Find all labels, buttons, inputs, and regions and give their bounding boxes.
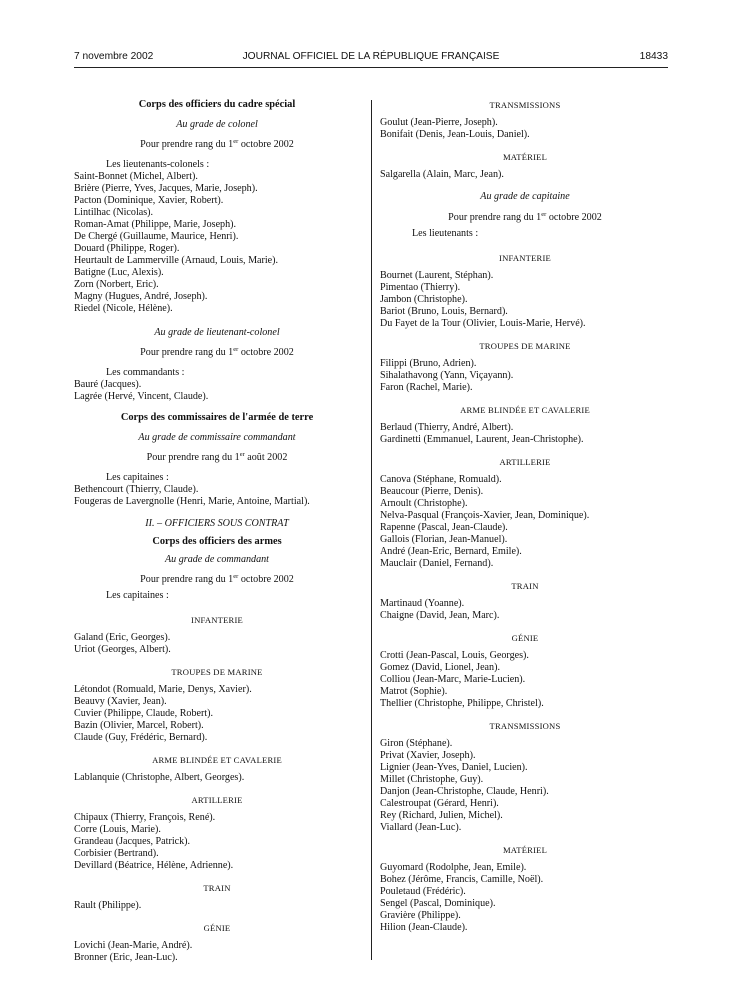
- officer-name: Devillard (Béatrice, Hélène, Adrienne).: [74, 860, 234, 871]
- arm-section-heading: TROUPES DE MARINE: [479, 341, 571, 351]
- officer-name: Heurtault de Lammerville (Arnaud, Louis, Marie).: [74, 255, 279, 266]
- officer-name: Bohez (Jérôme, Francis, Camille, Noël).: [380, 874, 544, 885]
- officer-name: Sihalathavong (Yann, Viçayann).: [380, 370, 514, 381]
- officer-name: Calestroupat (Gérard, Henri).: [380, 798, 499, 809]
- officer-name: Canova (Stéphane, Romuald).: [380, 474, 502, 485]
- officer-name: Arnoult (Christophe).: [380, 498, 468, 509]
- rank-intro: Les capitaines :: [106, 472, 169, 483]
- officer-name: Bazin (Olivier, Marcel, Robert).: [74, 720, 204, 731]
- header-title: JOURNAL OFFICIEL DE LA RÉPUBLIQUE FRANÇAISE: [242, 51, 500, 62]
- officer-name: Cuvier (Philippe, Claude, Robert).: [74, 708, 214, 719]
- rank-intro: Les lieutenants :: [412, 228, 479, 239]
- arm-section-heading: ARTILLERIE: [191, 795, 243, 805]
- rang-text: Pour prendre rang du 1: [140, 139, 234, 150]
- officer-name: Rey (Richard, Julien, Michel).: [380, 810, 503, 821]
- officer-name: Corre (Louis, Marie).: [74, 824, 161, 835]
- rang-text: Pour prendre rang du 1: [146, 452, 240, 463]
- officer-name: Guyomard (Rodolphe, Jean, Emile).: [380, 862, 527, 873]
- officer-name: Faron (Rachel, Marie).: [380, 382, 473, 393]
- officer-name: Pouletaud (Frédéric).: [380, 886, 466, 897]
- part-heading: II. – OFFICIERS SOUS CONTRAT: [145, 518, 289, 529]
- officer-name: Bournet (Laurent, Stéphan).: [380, 270, 494, 281]
- arm-section-heading: TROUPES DE MARINE: [171, 667, 263, 677]
- arm-section-heading: GÉNIE: [203, 923, 231, 933]
- grade-heading: Au grade de commandant: [164, 554, 269, 565]
- officer-name: Sengel (Pascal, Dominique).: [380, 898, 496, 909]
- arm-section-heading: TRANSMISSIONS: [489, 100, 561, 110]
- officer-name: Nelva-Pasqual (François-Xavier, Jean, Dominique).: [380, 510, 590, 521]
- officer-name: Zorn (Norbert, Eric).: [74, 279, 159, 290]
- officer-name: Létondot (Romuald, Marie, Denys, Xavier).: [74, 684, 252, 695]
- officer-name: Corbisier (Bertrand).: [74, 848, 159, 859]
- officer-name: Thellier (Christophe, Philippe, Christel).: [380, 698, 544, 709]
- arm-section-heading: TRAIN: [511, 581, 539, 591]
- officer-name: Pacton (Dominique, Xavier, Robert).: [74, 195, 224, 206]
- officer-name: Goulut (Jean-Pierre, Joseph).: [380, 117, 498, 128]
- officer-name: Batigne (Luc, Alexis).: [74, 267, 164, 278]
- ordinal-superscript: er: [233, 574, 239, 580]
- grade-heading: Au grade de commissaire commandant: [138, 432, 296, 443]
- officer-name: Uriot (Georges, Albert).: [74, 644, 171, 655]
- officer-name: Jambon (Christophe).: [380, 294, 468, 305]
- officer-name: Matrot (Sophie).: [380, 686, 448, 697]
- officer-name: Claude (Guy, Frédéric, Bernard).: [74, 732, 208, 743]
- officer-name: Gomez (David, Lionel, Jean).: [380, 662, 500, 673]
- officer-name: Beauvy (Xavier, Jean).: [74, 696, 167, 707]
- rang-line: [74, 574, 360, 586]
- officer-name: Gallois (Florian, Jean-Manuel).: [380, 534, 508, 545]
- arm-section-heading: ARME BLINDÉE ET CAVALERIE: [152, 755, 282, 765]
- header-rule: [74, 67, 668, 68]
- arm-section-heading: INFANTERIE: [191, 615, 243, 625]
- officer-name: Lignier (Jean-Yves, Daniel, Lucien).: [380, 762, 528, 773]
- right-column: [380, 99, 670, 934]
- rang-date: août 2002: [244, 452, 288, 463]
- ordinal-superscript: er: [239, 452, 245, 458]
- officer-name: Bronner (Eric, Jean-Luc).: [74, 952, 178, 963]
- officer-name: Mauclair (Daniel, Fernand).: [380, 558, 494, 569]
- officer-name: Rault (Philippe).: [74, 900, 142, 911]
- arm-section-heading: MATÉRIEL: [502, 845, 548, 855]
- officer-name: Lintilhac (Nicolas).: [74, 207, 154, 218]
- officer-name: De Chergé (Guillaume, Maurice, Henri).: [74, 231, 239, 242]
- officer-name: Rapenne (Pascal, Jean-Claude).: [380, 522, 508, 533]
- corps-heading: Corps des commissaires de l'armée de terre: [120, 412, 314, 423]
- arm-section-heading: MATÉRIEL: [502, 152, 548, 162]
- officer-name: Fougeras de Lavergnolle (Henri, Marie, Antoine, Martial).: [74, 496, 310, 507]
- grade-heading: Au grade de capitaine: [480, 191, 570, 202]
- officer-name: Galand (Eric, Georges).: [74, 632, 171, 643]
- officer-name: Riedel (Nicole, Hélène).: [74, 303, 173, 314]
- arm-section-heading: TRAIN: [203, 883, 231, 893]
- rank-intro: Les capitaines :: [106, 590, 169, 601]
- grade-heading: Au grade de colonel: [176, 119, 258, 130]
- rang-text: Pour prendre rang du 1: [448, 212, 542, 223]
- officer-name: Filippi (Bruno, Adrien).: [380, 358, 477, 369]
- arm-section-heading: ARME BLINDÉE ET CAVALERIE: [460, 405, 590, 415]
- officer-name: Bonifait (Denis, Jean-Louis, Daniel).: [380, 129, 530, 140]
- ordinal-superscript: er: [233, 139, 239, 145]
- grade-heading: Au grade de lieutenant-colonel: [154, 327, 280, 338]
- officer-name: Bethencourt (Thierry, Claude).: [74, 484, 199, 495]
- officer-name: Salgarella (Alain, Marc, Jean).: [380, 169, 504, 180]
- officer-name: Martinaud (Yoanne).: [380, 598, 465, 609]
- rang-line: [74, 347, 360, 359]
- officer-name: Brière (Pierre, Yves, Jacques, Marie, Joseph).: [74, 183, 258, 194]
- officer-name: André (Jean-Eric, Bernard, Emile).: [380, 546, 522, 557]
- ordinal-superscript: er: [233, 347, 239, 353]
- rank-intro: Les lieutenants-colonels :: [106, 159, 210, 170]
- officer-name: Colliou (Jean-Marc, Marie-Lucien).: [380, 674, 526, 685]
- officer-name: Lovichi (Jean-Marie, André).: [74, 940, 193, 951]
- officer-name: Gravière (Philippe).: [380, 910, 461, 921]
- officer-name: Lagrée (Hervé, Vincent, Claude).: [74, 391, 209, 402]
- page-header: [74, 51, 668, 67]
- officer-name: Hilion (Jean-Claude).: [380, 922, 468, 933]
- rang-line: [380, 212, 670, 224]
- header-page-number: 18433: [639, 51, 668, 62]
- corps-heading: Corps des officiers du cadre spécial: [138, 99, 296, 110]
- left-column: [74, 99, 360, 964]
- officer-name: Lablanquie (Christophe, Albert, Georges).: [74, 772, 245, 783]
- rang-date: octobre 2002: [238, 574, 294, 585]
- officer-name: Grandeau (Jacques, Patrick).: [74, 836, 191, 847]
- officer-name: Bariot (Bruno, Louis, Bernard).: [380, 306, 508, 317]
- arm-section-heading: GÉNIE: [511, 633, 539, 643]
- rang-date: octobre 2002: [238, 347, 294, 358]
- officer-name: Giron (Stéphane).: [380, 738, 453, 749]
- officer-name: Bauré (Jacques).: [74, 379, 142, 390]
- column-divider: [371, 100, 372, 960]
- header-date: 7 novembre 2002: [74, 51, 154, 62]
- rang-text: Pour prendre rang du 1: [140, 347, 234, 358]
- officer-name: Danjon (Jean-Christophe, Claude, Henri).: [380, 786, 549, 797]
- officer-name: Privat (Xavier, Joseph).: [380, 750, 476, 761]
- officer-name: Magny (Hugues, André, Joseph).: [74, 291, 208, 302]
- officer-name: Crotti (Jean-Pascal, Louis, Georges).: [380, 650, 529, 661]
- officer-name: Roman-Amat (Philippe, Marie, Joseph).: [74, 219, 237, 230]
- officer-name: Douard (Philippe, Roger).: [74, 243, 180, 254]
- officer-name: Pimentao (Thierry).: [380, 282, 461, 293]
- officer-name: Du Fayet de la Tour (Olivier, Louis-Marie, Hervé).: [380, 318, 586, 329]
- officer-name: Saint-Bonnet (Michel, Albert).: [74, 171, 198, 182]
- arm-section-heading: INFANTERIE: [499, 253, 551, 263]
- officer-name: Beaucour (Pierre, Denis).: [380, 486, 484, 497]
- officer-name: Millet (Christophe, Guy).: [380, 774, 484, 785]
- officer-name: Chaigne (David, Jean, Marc).: [380, 610, 500, 621]
- rang-line: [74, 452, 360, 464]
- officer-name: Gardinetti (Emmanuel, Laurent, Jean-Christophe).: [380, 434, 584, 445]
- rank-intro: Les commandants :: [106, 367, 185, 378]
- officer-name: Chipaux (Thierry, François, René).: [74, 812, 216, 823]
- rang-date: octobre 2002: [238, 139, 294, 150]
- arm-section-heading: TRANSMISSIONS: [489, 721, 561, 731]
- rang-text: Pour prendre rang du 1: [140, 574, 234, 585]
- corps-heading: Corps des officiers des armes: [152, 536, 282, 547]
- officer-name: Berlaud (Thierry, André, Albert).: [380, 422, 514, 433]
- rang-line: [74, 139, 360, 151]
- arm-section-heading: ARTILLERIE: [499, 457, 551, 467]
- ordinal-superscript: er: [541, 212, 547, 218]
- rang-date: octobre 2002: [546, 212, 602, 223]
- officer-name: Viallard (Jean-Luc).: [380, 822, 462, 833]
